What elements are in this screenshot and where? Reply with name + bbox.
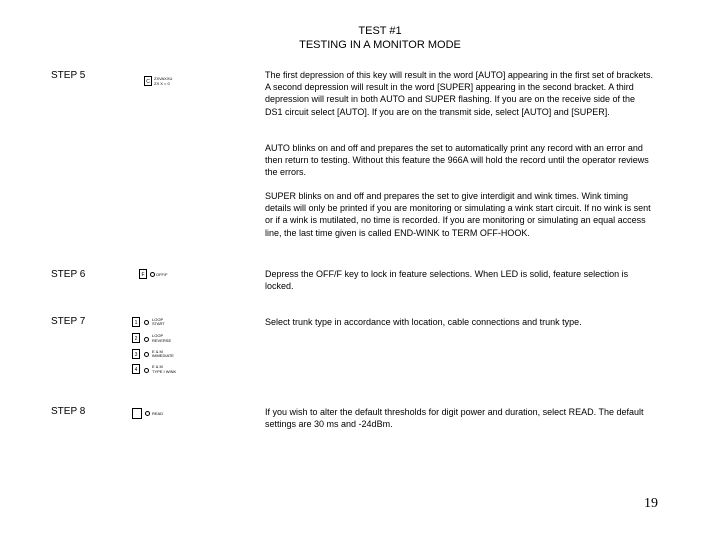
step-8-paragraph-1: If you wish to alter the default thresholds for digit power and duration, select READ. The default settings are 30 ms and -24dBm.: [265, 407, 644, 430]
key-3-icon: 3: [132, 349, 140, 359]
step-5-paragraph-1: The first depression of this key will result in the word [AUTO] appearing in the first set of brackets. A second depression will result in the word [SUPER] appearing in the second bracket. A third depression will result in both AUTO and SUPER flashing. If you are on the receive side of the DS1 circuit select [AUTO]. If you are on the transmit side, select [AUTO] and [SUPER].: [265, 70, 654, 117]
page-subtitle: TESTING IN A MONITOR MODE: [299, 39, 461, 51]
key-c-caption-line2: ZX X = 0: [154, 81, 170, 86]
led-icon: [144, 337, 149, 342]
key-c-caption-line1: ZXVAXXU: [154, 76, 173, 81]
step-6-label: STEP 6: [51, 269, 86, 280]
step-5-label: STEP 5: [51, 70, 86, 81]
key-2-caption-line1: LOOP: [152, 333, 164, 338]
key-2-caption-line2: REVERSE: [152, 338, 172, 343]
led-icon: [144, 368, 149, 373]
key-f-icon: F: [139, 269, 147, 279]
led-icon: [144, 352, 149, 357]
page-number: 19: [644, 496, 658, 511]
key-4-caption-line1: E & M: [152, 364, 163, 369]
key-3-caption-line2: IMMEDIATE: [152, 353, 174, 358]
step-7-label: STEP 7: [51, 316, 86, 327]
key-c-icon: C: [144, 76, 152, 86]
key-1-icon: 1: [132, 317, 140, 327]
step-7-paragraph-1: Select trunk type in accordance with location, cable connections and trunk type.: [265, 317, 582, 327]
step-5-paragraph-2: AUTO blinks on and off and prepares the set to automatically print any record with an error and then return to testing. Without this feature the 966A will hold the record until the operator reviews the errors.: [265, 143, 649, 178]
led-icon: [150, 272, 155, 277]
led-icon: [145, 411, 150, 416]
key-4-caption-line2: TYPE I WINK: [152, 369, 177, 374]
step-5-paragraph-3: SUPER blinks on and off and prepares the set to give interdigit and wink times. Wink timing details will only be printed if you are monitoring or simulating a wink start circuit. If no wink is sent or if a wink is mutilated, no time is recorded. If you are monitoring or simulating an equal access line, the last time given is called END-WINK to TERM OFF-HOOK.: [265, 191, 651, 238]
led-icon: [144, 320, 149, 325]
key-4-icon: 4: [132, 364, 140, 374]
step-6-paragraph-1: Depress the OFF/F key to lock in feature selections. When LED is solid, feature selection is locked.: [265, 269, 629, 292]
key-2-icon: 2: [132, 333, 140, 343]
page-title: TEST #1: [358, 25, 402, 37]
key-1-caption-line2: START: [152, 321, 165, 326]
key-f-caption: OFF/F: [156, 272, 168, 277]
key-read-icon: [132, 408, 142, 419]
step-8-label: STEP 8: [51, 406, 86, 417]
key-1-caption-line1: LOOP: [152, 317, 164, 322]
key-read-caption: READ: [152, 411, 164, 416]
key-3-caption-line1: E & M: [152, 349, 163, 354]
